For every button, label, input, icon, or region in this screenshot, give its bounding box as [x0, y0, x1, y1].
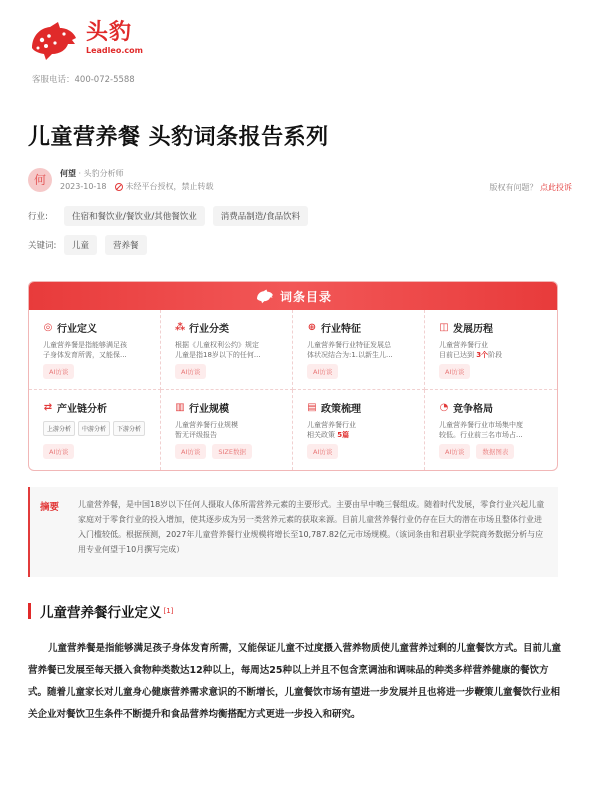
- toc-item-desc: 儿童营养餐行业特征发展总: [307, 341, 391, 349]
- brand-url: Leadleo.com: [86, 46, 143, 55]
- toc-item-desc: 根据《儿童权利公约》规定: [175, 341, 259, 349]
- summary-box: [28, 487, 558, 577]
- leopard-logo-icon: [28, 18, 80, 62]
- toc-item-desc: 儿童营养餐是指能够满足孩: [43, 341, 127, 349]
- toc-item-desc: 暂无评级报告: [175, 431, 217, 439]
- summary-label: 摘要: [40, 502, 60, 513]
- industry-row: [28, 206, 316, 226]
- competition-icon: ◔: [439, 402, 449, 413]
- complaint-area: [489, 182, 572, 193]
- size-data-tag[interactable]: SIZE数据: [212, 444, 252, 459]
- toc-item-desc: 儿童营养餐行业: [439, 341, 488, 349]
- avatar: 何: [28, 168, 52, 192]
- publish-date: 2023-10-18: [60, 182, 107, 191]
- section-heading: [28, 601, 173, 621]
- section-body: 儿童营养餐是指能够满足孩子身体发育所需，又能保证儿童不过度摄入营养物质使儿童营养过剩的儿童餐饮方式。目前儿童营养餐已发展至每天摄入食物种类数达12种以上，每周达25种以上并且不包含烹调油和调味品的种类多样营养健康的餐饮方式。随着儿童家长对儿童身心健康营养需求意识的不断增长，儿童餐饮市场有望进一步发展并且也将进一步鞭策儿童餐饮行业相关企业对餐饮卫生条件不断提升和食品营养均衡搭配方式更进一步投入和研究。: [28, 643, 562, 720]
- toc-item-feature[interactable]: [293, 310, 425, 390]
- industry-tag[interactable]: 住宿和餐饮业/餐饮业/其他餐饮业: [64, 206, 205, 226]
- ai-interview-tag[interactable]: AI访谈: [43, 444, 74, 459]
- industry-category-icon: ⁂: [175, 322, 186, 333]
- industry-feature-icon: ⊕: [307, 322, 317, 333]
- ai-interview-tag[interactable]: AI访谈: [175, 364, 206, 379]
- page-title: 儿童营养餐 头豹词条报告系列: [28, 125, 329, 150]
- reference-link[interactable]: [1]: [163, 607, 174, 615]
- copyright-notice: 未经平台授权，禁止转载: [125, 182, 214, 191]
- toc-item-title: 行业规模: [189, 404, 229, 415]
- complaint-prefix: 版权有问题？: [489, 183, 538, 192]
- toc-item-title: 行业分类: [189, 324, 229, 335]
- industry-label: 行业:: [28, 212, 48, 222]
- toc-item-desc: 儿童营养餐行业规模: [175, 421, 238, 429]
- toc-item-desc: 子身体发育所需，又能保...: [43, 351, 127, 359]
- market-size-icon: ▥: [175, 402, 185, 413]
- service-hotline: 客服电话：400-072-5588: [32, 75, 135, 85]
- toc-header: [29, 282, 557, 310]
- heading-accent-bar: [28, 603, 31, 619]
- toc-item-history[interactable]: [425, 310, 557, 390]
- toc-card: [28, 281, 558, 471]
- brand-name: 头豹: [86, 20, 133, 45]
- ai-interview-tag[interactable]: AI访谈: [307, 364, 338, 379]
- toc-item-desc: 儿童是指18岁以下的任何...: [175, 351, 261, 359]
- keyword-tag[interactable]: 营养餐: [105, 235, 147, 255]
- ai-interview-tag[interactable]: AI访谈: [439, 364, 470, 379]
- toc-item-policy[interactable]: [293, 390, 425, 470]
- toc-item-desc: 较低。行业前三名市场占...: [439, 431, 523, 439]
- author-name[interactable]: 何望: [60, 169, 76, 178]
- toc-item-title: 发展历程: [453, 324, 493, 335]
- toc-item-competition[interactable]: [425, 390, 557, 470]
- industry-definition-icon: ◎: [43, 322, 53, 333]
- ai-interview-tag[interactable]: AI访谈: [43, 364, 74, 379]
- keyword-tag[interactable]: 儿童: [64, 235, 97, 255]
- toc-item-category[interactable]: [161, 310, 293, 390]
- toc-item-desc: 体状况结合为:1.以新生儿...: [307, 351, 393, 359]
- summary-text: 儿童营养餐，是中国18岁以下任何人摄取人体所需营养元素的主要形式。主要由早中晚三餐组成。随着时代发展，零食行业兴起儿童家庭对于零食行业的投入增加，使其逐步成为另一类营养元素的获取来源。目前儿童营养餐行业仍存在巨大的潜在市场且整体行业进入门槛较低。根据预测，2027年儿童营养餐行业规模将增长至10,787.82亿元市场规模。（该词条由和君职业学院商务数据分析与应用专业何望于10月撰写完成）: [78, 500, 545, 554]
- industry-tag[interactable]: 消费品制造/食品饮料: [213, 206, 308, 226]
- chain-icon: ⇄: [43, 402, 53, 413]
- toc-item-desc: 目前已达到 3个阶段: [439, 351, 503, 359]
- leopard-white-icon: [254, 288, 276, 304]
- downstream-tag[interactable]: 下游分析: [113, 421, 145, 436]
- section-title: 儿童营养餐行业定义: [40, 605, 162, 621]
- upstream-tag[interactable]: 上游分析: [43, 421, 75, 436]
- keywords-label: 关键词:: [28, 241, 57, 251]
- ai-interview-tag[interactable]: AI访谈: [439, 444, 470, 459]
- ai-interview-tag[interactable]: AI访谈: [175, 444, 206, 459]
- ai-interview-tag[interactable]: AI访谈: [307, 444, 338, 459]
- toc-item-desc: 儿童营养餐行业市场集中度: [439, 421, 523, 429]
- toc-item-desc: 相关政策 5篇: [307, 431, 350, 439]
- policy-count: 5篇: [337, 431, 350, 439]
- toc-item-market-size[interactable]: [161, 390, 293, 470]
- keywords-row: [28, 235, 155, 255]
- brand-logo[interactable]: [28, 18, 143, 62]
- toc-item-title: 行业特征: [321, 324, 361, 335]
- stage-count: 3个: [476, 351, 489, 359]
- author-role: 头豹分析师: [83, 169, 124, 178]
- toc-item-chain[interactable]: [29, 390, 161, 470]
- toc-item-title: 产业链分析: [57, 404, 107, 415]
- midstream-tag[interactable]: 中游分析: [78, 421, 110, 436]
- toc-item-title: 行业定义: [57, 324, 97, 335]
- policy-icon: ▤: [307, 402, 317, 413]
- data-chart-tag[interactable]: 数据图表: [476, 444, 514, 459]
- toc-item-title: 竞争格局: [453, 404, 493, 415]
- author-block: [28, 168, 572, 194]
- complaint-link[interactable]: 点此投诉: [540, 183, 572, 192]
- toc-title: 词条目录: [279, 289, 332, 304]
- history-icon: ◫: [439, 322, 449, 333]
- toc-item-title: 政策梳理: [321, 404, 361, 415]
- prohibited-icon: [115, 183, 123, 191]
- author-role-separator: ·: [78, 169, 82, 178]
- toc-item-definition[interactable]: [29, 310, 161, 390]
- toc-item-desc: 儿童营养餐行业: [307, 421, 356, 429]
